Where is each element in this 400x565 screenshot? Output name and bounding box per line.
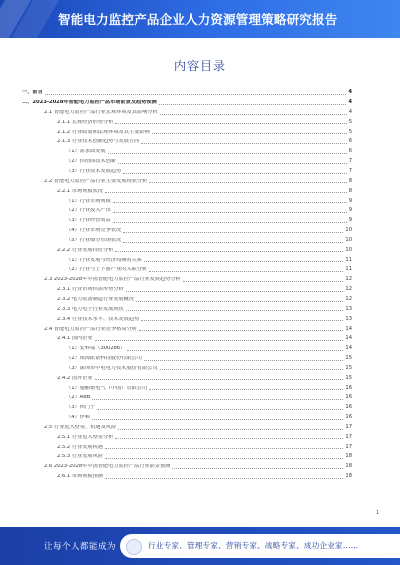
toc-entry[interactable]	[22, 431, 352, 441]
toc-entry-label: 2.6.1 市场规模预测	[57, 474, 103, 480]
toc-entry-page: 18	[345, 453, 352, 460]
toc-entry-label: （2）行业与上下游产业的关联分析	[66, 267, 148, 273]
toc-leader-dots	[95, 340, 344, 341]
toc-entry[interactable]	[22, 312, 352, 322]
toc-leader-dots	[160, 369, 344, 370]
toc-entry-label: （3）西门子	[66, 405, 96, 411]
footer-brand-text: 让每个人都能成为	[44, 542, 117, 552]
toc-entry-label: （1）行业发展与经济周期的关系	[66, 257, 142, 263]
toc-entry-page: 16	[345, 394, 352, 401]
toc-entry[interactable]	[22, 165, 352, 175]
toc-entry[interactable]	[22, 352, 352, 362]
toc-entry-page: 10	[345, 236, 352, 243]
toc-entry[interactable]	[22, 86, 352, 96]
toc-entry-label: 2.5.1 行业进入壁垒分析	[57, 434, 114, 440]
toc-entry-page: 18	[345, 463, 352, 470]
toc-leader-dots	[118, 163, 347, 164]
toc-entry-label: 2.5.2 行业发展机遇	[57, 444, 103, 450]
toc-entry-page: 12	[345, 286, 352, 293]
toc-entry-label: 2.4.2 国外企业	[57, 375, 93, 381]
toc-entry-label: （2）ABB	[66, 395, 91, 401]
toc-entry[interactable]	[22, 184, 352, 194]
toc-entry-page: 8	[348, 177, 352, 184]
footer-tagline-badge	[120, 534, 400, 558]
toc-leader-dots	[149, 389, 343, 390]
toc-leader-dots	[105, 448, 343, 449]
toc-entry-label: 2.3.1 行业市场供需形势分析	[57, 287, 124, 293]
toc-entry-label: 2.5.3 行业发展风险	[57, 454, 103, 460]
report-header-banner	[0, 0, 400, 38]
toc-entry-label: 2.1.3 行业技术创新趋势与发展方向	[57, 139, 140, 145]
toc-leader-dots	[126, 310, 344, 311]
toc-entry[interactable]	[22, 224, 352, 234]
toc-leader-dots	[141, 143, 346, 144]
toc-leader-dots	[105, 478, 343, 479]
toc-leader-dots	[123, 173, 347, 174]
toc-entry-page: 4	[348, 108, 352, 115]
toc-entry-page: 10	[345, 227, 352, 234]
toc-leader-dots	[115, 123, 346, 124]
toc-entry[interactable]	[22, 283, 352, 293]
toc-entry[interactable]	[22, 145, 352, 155]
toc-entry-page: 13	[345, 305, 352, 312]
toc-leader-dots	[115, 438, 343, 439]
toc-leader-dots	[149, 182, 346, 183]
toc-leader-dots	[149, 271, 343, 272]
toc-leader-dots	[113, 222, 347, 223]
toc-entry-page: 11	[345, 266, 352, 273]
toc-entry-page: 14	[345, 345, 352, 352]
toc-entry-page: 6	[348, 148, 352, 155]
toc-entry-page: 10	[345, 246, 352, 253]
toc-entry-label: （3）行业技术发展趋势	[66, 169, 122, 174]
toc-entry-label: （3）行业经营效益	[66, 218, 111, 224]
toc-entry[interactable]	[22, 401, 352, 411]
toc-entry-page: 8	[348, 187, 352, 194]
toc-entry-page: 17	[345, 433, 352, 440]
toc-leader-dots	[95, 379, 344, 380]
report-title: 智能电力监控产品企业人力资源管理策略研究报告	[58, 12, 338, 27]
toc-entry[interactable]	[22, 332, 352, 342]
toc-entry-page: 6	[348, 138, 352, 145]
toc-leader-dots	[152, 133, 347, 134]
toc-entry-label: 2.6 2023-2028年中国智能电力监控产品行业前景预测	[44, 464, 171, 470]
toc-entry[interactable]	[22, 303, 352, 313]
toc-entry[interactable]	[22, 440, 352, 450]
toc-leader-dots	[113, 202, 347, 203]
toc-leader-dots	[97, 409, 343, 410]
toc-entry-page: 16	[345, 404, 352, 411]
footer-tagline: 行业专家、管理专家、营销专家、战略专家、成功企业家……	[148, 541, 359, 550]
toc-entry-page: 17	[345, 423, 352, 430]
toc-entry-label: （5）行业细分市场状况	[66, 237, 122, 243]
toc-entry-page: 4	[348, 89, 352, 96]
toc-leader-dots	[139, 330, 343, 331]
toc-entry-page: 5	[348, 118, 352, 125]
toc-entry-label: 2.2.1 市场规模状况	[57, 188, 103, 194]
toc-entry-label: 2.1.1 宏观经济形势分析	[57, 119, 114, 125]
toc-entry-label: 二、2023-2028年智能电力监控产品市场前景及趋势预测	[22, 100, 157, 106]
toc-entry[interactable]	[22, 194, 352, 204]
toc-entry-page: 13	[345, 315, 352, 322]
toc-entry[interactable]	[22, 411, 352, 421]
toc-entry[interactable]	[22, 362, 352, 372]
toc-leader-dots	[172, 468, 343, 469]
badge-dot-icon	[126, 539, 142, 555]
toc-leader-dots	[136, 301, 343, 302]
toc-entry[interactable]	[22, 244, 352, 254]
report-footer-banner	[0, 527, 400, 565]
table-of-contents	[22, 86, 352, 480]
toc-leader-dots	[123, 242, 343, 243]
toc-entry[interactable]	[22, 381, 352, 391]
toc-entry-page: 12	[345, 276, 352, 283]
toc-entry-label: 2.3.2 电力装备制造行业发展概况	[57, 296, 135, 302]
toc-entry[interactable]	[22, 450, 352, 460]
toc-entry[interactable]	[22, 116, 352, 126]
toc-entry-page: 15	[345, 364, 352, 371]
toc-leader-dots	[144, 261, 343, 262]
toc-entry-label: （3）深圳市中电电力技术股份有限公司	[66, 365, 158, 371]
toc-entry-label: 2.3 2023-2028年中国智能电力监控产品行业发展趋势分析	[44, 277, 181, 283]
toc-entry[interactable]	[22, 421, 352, 431]
toc-entry[interactable]	[22, 371, 352, 381]
toc-leader-dots	[159, 104, 347, 105]
toc-entry-label: 一、前言	[22, 90, 43, 96]
toc-entry-page: 5	[348, 128, 352, 135]
toc-entry-label: （4）伊顿	[66, 415, 91, 421]
toc-leader-dots	[105, 458, 343, 459]
toc-entry[interactable]	[22, 293, 352, 303]
toc-leader-dots	[126, 291, 344, 292]
toc-entry[interactable]	[22, 263, 352, 273]
toc-entry-label: 2.3.3 电力电子行业发展现状	[57, 306, 124, 312]
toc-heading: 内容目录	[173, 59, 226, 73]
toc-entry-label: （1）安科瑞（300286）	[66, 346, 126, 352]
toc-entry[interactable]	[22, 175, 352, 185]
toc-entry-page: 14	[345, 325, 352, 332]
toc-entry-page: 11	[345, 256, 352, 263]
toc-entry[interactable]	[22, 96, 352, 106]
toc-entry-page: 16	[345, 384, 352, 391]
toc-entry-label: 2.3.4 行业技术水平、技术发展趋势	[57, 316, 140, 322]
toc-leader-dots	[92, 399, 343, 400]
toc-entry-page: 16	[345, 414, 352, 421]
toc-entry[interactable]	[22, 342, 352, 352]
toc-entry[interactable]	[22, 204, 352, 214]
toc-leader-dots	[108, 153, 347, 154]
toc-entry[interactable]	[22, 470, 352, 480]
toc-entry-page: 15	[345, 374, 352, 381]
toc-entry-label: （1）需求面发展	[66, 149, 106, 155]
toc-entry-page: 14	[345, 335, 352, 342]
toc-entry[interactable]	[22, 155, 352, 165]
toc-entry-label: 2.4 智能电力监控产品行业竞争格局分析	[44, 326, 137, 332]
toc-leader-dots	[45, 94, 347, 95]
toc-entry-label: （2）珠海派诺科技股份有限公司	[66, 356, 142, 362]
toc-entry-label: 2.1 智能电力监控产品行业宏观环境及其影响分析	[44, 109, 158, 115]
toc-entry-page: 7	[348, 168, 352, 174]
toc-leader-dots	[160, 114, 347, 115]
toc-entry[interactable]	[22, 253, 352, 263]
toc-entry-label: 2.1.2 行业政策和法规环境及其主要影响	[57, 129, 150, 135]
toc-leader-dots	[141, 320, 343, 321]
toc-entry-page: 9	[348, 217, 352, 224]
toc-entry-page: 7	[348, 158, 352, 165]
toc-entry-label: （4）行业市场竞争状况	[66, 228, 122, 234]
toc-entry-label: （1）施耐德电气（中国）有限公司	[66, 385, 148, 391]
toc-entry-page: 4	[348, 99, 352, 106]
toc-entry-label: （1）行业市场规模	[66, 198, 111, 204]
toc-leader-dots	[127, 350, 343, 351]
toc-leader-dots	[183, 281, 344, 282]
toc-entry[interactable]	[22, 125, 352, 135]
toc-entry-page: 18	[345, 473, 352, 480]
toc-leader-dots	[92, 419, 343, 420]
toc-entry[interactable]	[22, 391, 352, 401]
toc-entry-page: 9	[348, 197, 352, 204]
toc-entry-page: 15	[345, 355, 352, 362]
toc-entry-label: （2）供给面技术创新	[66, 159, 116, 165]
toc-leader-dots	[105, 192, 347, 193]
toc-entry-label: 2.4.1 国内企业	[57, 336, 93, 342]
toc-entry-label: 2.2.2 行业发展特征分析	[57, 247, 114, 253]
toc-entry-label: （2）行业投入产出	[66, 208, 111, 214]
toc-entry[interactable]	[22, 135, 352, 145]
toc-leader-dots	[144, 360, 343, 361]
toc-leader-dots	[123, 232, 343, 233]
toc-leader-dots	[118, 429, 343, 430]
toc-leader-dots	[115, 251, 343, 252]
page-number: 1	[376, 510, 380, 516]
toc-entry[interactable]	[22, 460, 352, 470]
toc-entry-label: 2.2 智能电力监控产品行业主要发展现状分析	[44, 178, 148, 184]
toc-entry-page: 17	[345, 443, 352, 450]
toc-entry-page: 9	[348, 207, 352, 214]
toc-entry[interactable]	[22, 214, 352, 224]
toc-entry[interactable]	[22, 322, 352, 332]
toc-entry[interactable]	[22, 106, 352, 116]
toc-leader-dots	[113, 212, 347, 213]
toc-entry[interactable]	[22, 234, 352, 244]
toc-entry[interactable]	[22, 273, 352, 283]
toc-entry-page: 12	[345, 295, 352, 302]
toc-entry-label: 2.5 行业进入壁垒、机遇及风险	[44, 424, 117, 430]
